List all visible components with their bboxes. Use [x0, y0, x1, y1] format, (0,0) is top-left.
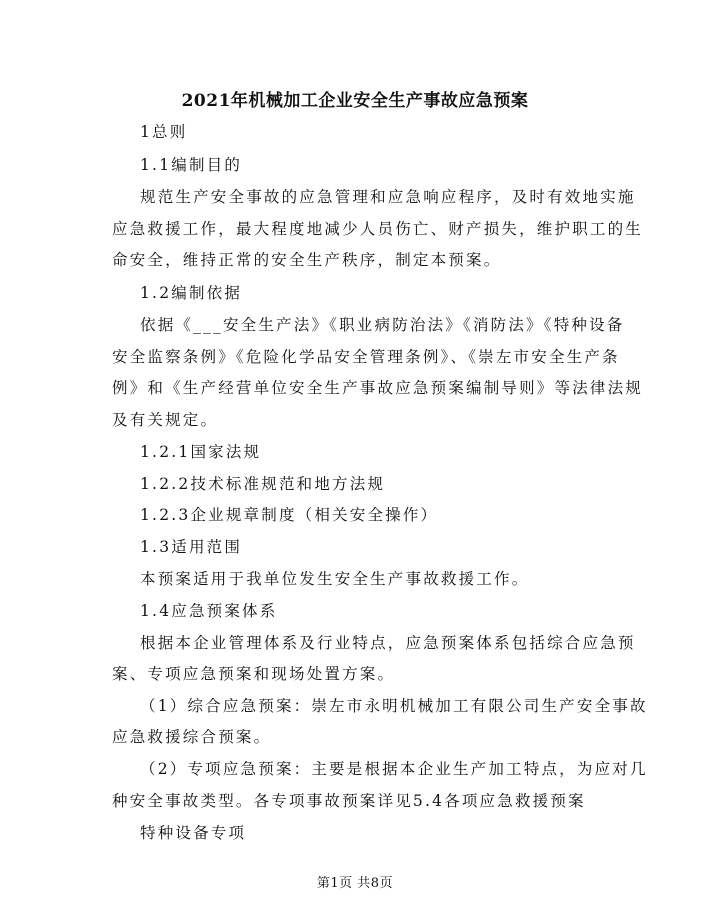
list-item-special-plan: （2）专项应急预案：主要是根据本企业生产加工特点，为应对几: [140, 760, 648, 778]
list-item-comprehensive-plan: （1）综合应急预案：崇左市永明机械加工有限公司生产安全事故: [140, 697, 648, 715]
paragraph-line: 依据《___安全生产法》《职业病防治法》《消防法》《特种设备: [140, 316, 625, 334]
paragraph-line: 应急救援综合预案。: [112, 728, 272, 746]
heading-basis: 1.2编制依据: [140, 284, 243, 302]
paragraph-line: 应急救援工作，最大程度地减少人员伤亡、财产损失，维护职工的生: [112, 220, 644, 238]
paragraph-line: 种安全事故类型。各专项事故预案详见5.4各项应急救援预案: [112, 792, 586, 810]
paragraph-line: 根据本企业管理体系及行业特点，应急预案体系包括综合应急预: [140, 634, 636, 652]
paragraph-line: 及有关规定。: [112, 411, 219, 429]
heading-general: 1总则: [140, 123, 188, 141]
heading-scope: 1.3适用范围: [140, 538, 243, 556]
paragraph-line: 例》和《生产经营单位安全生产事故应急预案编制导则》等法律法规: [112, 379, 644, 397]
heading-company-rules: 1.2.3企业规章制度（相关安全操作）: [140, 506, 439, 524]
heading-technical-standards: 1.2.2技术标准规范和地方法规: [140, 475, 386, 493]
paragraph-line: 本预案适用于我单位发生安全生产事故救援工作。: [140, 570, 530, 588]
paragraph-line: 案、专项应急预案和现场处置方案。: [112, 665, 396, 683]
heading-national-laws: 1.2.1国家法规: [140, 443, 262, 461]
paragraph-line: 安全监察条例》《危险化学品安全管理条例》、《崇左市安全生产条: [112, 348, 620, 366]
heading-plan-system: 1.4应急预案体系: [140, 602, 278, 620]
document-title: 2021年机械加工企业安全生产事故应急预案: [181, 91, 529, 111]
page-footer: 第1页 共8页: [316, 876, 394, 891]
heading-purpose: 1.1编制目的: [140, 156, 243, 174]
paragraph-line: 规范生产安全事故的应急管理和应急响应程序，及时有效地实施: [140, 188, 636, 206]
paragraph-line: 命安全，维持正常的安全生产秩序，制定本预案。: [112, 251, 502, 269]
paragraph-line: 特种设备专项: [140, 824, 247, 842]
